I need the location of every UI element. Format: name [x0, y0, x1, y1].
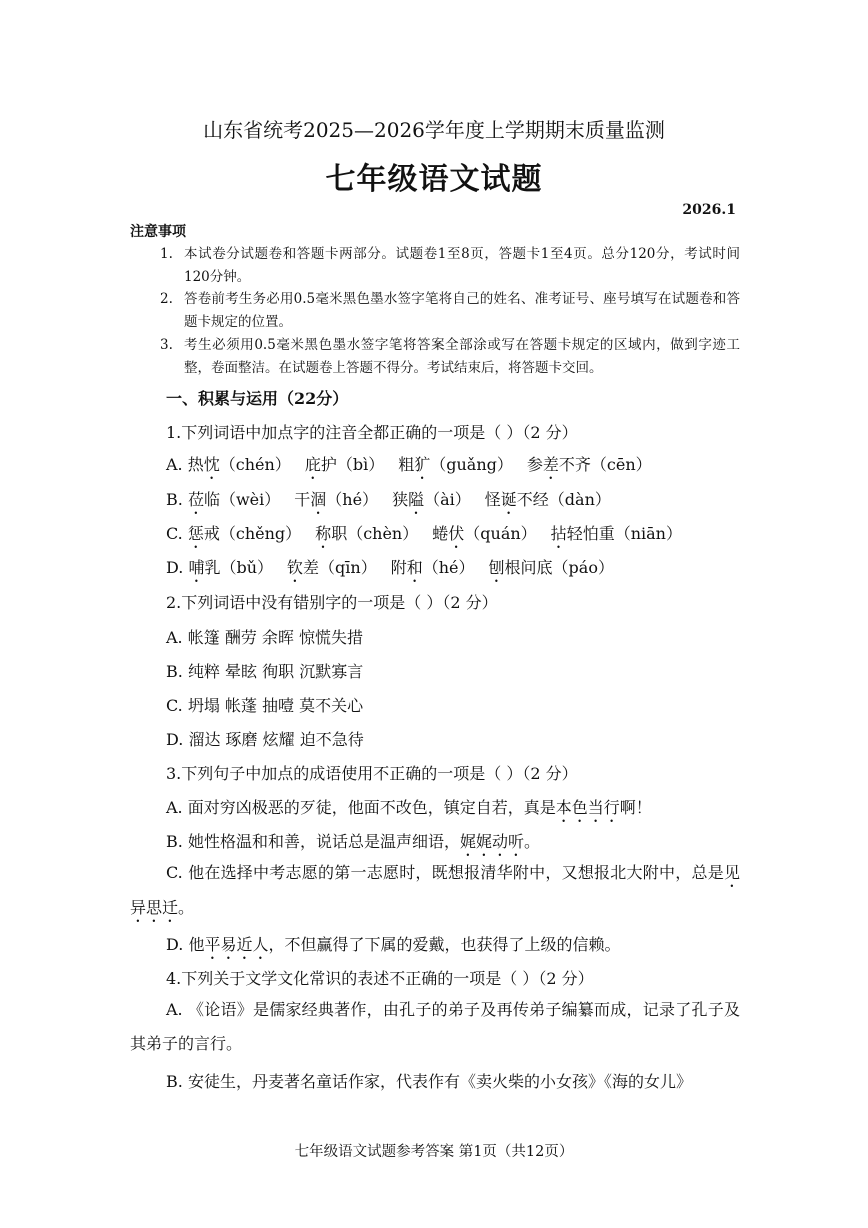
option-label: D. [166, 935, 184, 954]
q1-stem: 1.下列词语中加点字的注音全都正确的一项是（ ）（2 分） [166, 423, 578, 442]
option-text: 他在选择中考志愿的第一志愿时，既想报清华附中，又想报北大附中，总是 [188, 863, 724, 882]
word-part: 参 [526, 455, 543, 474]
word-part: 戒（chěng） [203, 524, 302, 543]
notice-item-text: 考生必须用0.5毫米黑色墨水签字笔将答案全部涂或写在答题卡规定的区域内，做到字迹工整，卷面整洁。在试题卷上答题不得分。考试结束后，将答题卡交回。 [184, 337, 740, 376]
q2-option-a [166, 625, 363, 648]
dotted-idiom: 见异思迁 [130, 863, 740, 917]
exam-date: 2026.1 [682, 202, 736, 218]
option-text: 。 [178, 898, 195, 917]
q2-stem: 2.下列词语中没有错别字的一项是（ ）（2 分） [166, 593, 498, 612]
option-text: 啊！ [619, 798, 652, 817]
option-label: A. [166, 1000, 183, 1019]
option-text: 安徒生，丹麦著名童话作家，代表作有《卖火柴的小女孩》《海的女儿》 [187, 1072, 692, 1091]
q1-option-d [166, 555, 614, 586]
option-text: 溜达 琢磨 炫耀 迫不急待 [188, 730, 364, 749]
word-part: 根问底（páo） [504, 558, 614, 577]
dotted-char: 莅 [187, 490, 204, 509]
dotted-char: 庇 [304, 455, 321, 474]
q4-stem: 4.下列关于文学文化常识的表述不正确的一项是（ ）（2 分） [166, 969, 594, 988]
option-text: 。 [523, 832, 540, 851]
word-part: 热 [187, 455, 204, 474]
dotted-idiom: 本色当行 [555, 798, 620, 817]
option-label: D. [166, 730, 184, 749]
word-part: 差（qīn） [303, 558, 377, 577]
word-part: （hé） [422, 558, 475, 577]
word-part: 干 [294, 490, 311, 509]
dotted-char: 哺 [188, 558, 205, 577]
dotted-char: 称 [315, 524, 332, 543]
dotted-char: 涸 [310, 490, 327, 509]
option-text: 纯粹 晕眩 徇职 沉默寡言 [187, 662, 364, 681]
word-part: 临（wèi） [203, 490, 281, 509]
dotted-char: 伏 [448, 524, 465, 543]
option-label: A. [166, 455, 183, 474]
word-part: 粗 [398, 455, 415, 474]
option-label: C. [166, 863, 183, 882]
option-label: C. [166, 524, 183, 543]
option-label: A. [166, 798, 183, 817]
dotted-char: 刨 [488, 558, 505, 577]
dotted-idiom: 娓娓动听 [459, 832, 524, 851]
option-text: 她性格温和和善，说话总是温声细语， [187, 832, 460, 851]
notice-item-number: 3. [160, 337, 173, 353]
option-label: C. [166, 696, 183, 715]
paper-title: 七年级语文试题 [325, 162, 543, 197]
word-part: （quán） [464, 524, 537, 543]
word-part: （hé） [326, 490, 379, 509]
option-label: B. [166, 662, 183, 681]
dotted-char: 拈 [550, 524, 567, 543]
word-part: （chén） [219, 455, 291, 474]
dotted-char: 惩 [187, 524, 204, 543]
exam-title: 山东省统考2025—2026学年度上学期期末质量监测 [203, 118, 665, 142]
option-label: B. [166, 490, 183, 509]
notice-item-text: 答卷前考生务必用0.5毫米黑色墨水签字笔将自己的姓名、准考证号、座号填写在试题卷和答题卡规定的位置。 [184, 291, 740, 330]
dotted-char: 忱 [203, 455, 220, 474]
option-text: ，不但赢得了下属的爱戴，也获得了上级的信赖。 [268, 935, 621, 954]
word-part: 不经（dàn） [516, 490, 611, 509]
q3-option-c [130, 856, 740, 926]
word-part: 乳（bǔ） [204, 558, 274, 577]
dotted-idiom: 平易近人 [204, 935, 269, 954]
option-text: 他 [188, 935, 205, 954]
notice-item-text: 本试卷分试题卷和答题卡两部分。试题卷1至8页，答题卡1至4页。总分120分，考试时间120分钟。 [184, 246, 740, 285]
q2-option-c [166, 693, 363, 716]
q3-option-a [166, 795, 652, 826]
q1-option-b [166, 487, 611, 518]
word-part: 护（bì） [320, 455, 385, 474]
word-part: 职（chèn） [331, 524, 419, 543]
option-label: B. [166, 832, 183, 851]
option-label: D. [166, 558, 184, 577]
q3-option-d [166, 932, 620, 963]
notice-item-1 [160, 243, 740, 289]
option-text: 《论语》是儒家经典著作，由孔子的弟子及再传弟子编纂而成，记录了孔子及其弟子的言行。 [130, 1000, 740, 1053]
option-text: 帐篷 酬劳 余晖 惊慌失措 [187, 628, 363, 647]
q1-option-a [166, 452, 652, 483]
q4-option-a [130, 993, 740, 1061]
notice-item-number: 1. [160, 246, 173, 262]
option-text: 面对穷凶极恶的歹徒，他面不改色，镇定自若，真是 [187, 798, 556, 817]
option-text: 坍塌 帐蓬 抽噎 莫不关心 [187, 696, 364, 715]
q4-option-b [166, 1069, 692, 1092]
q3-stem: 3.下列句子中加点的成语使用不正确的一项是（ ）（2 分） [166, 764, 578, 783]
dotted-char: 隘 [408, 490, 425, 509]
dotted-char: 犷 [414, 455, 431, 474]
word-part: 蜷 [432, 524, 449, 543]
notice-heading: 注意事项 [130, 224, 186, 240]
word-part: （ài） [424, 490, 471, 509]
dotted-char: 诞 [500, 490, 517, 509]
word-part: 轻怕重（niān） [566, 524, 682, 543]
q2-option-d [166, 727, 364, 750]
dotted-char: 差 [542, 455, 559, 474]
option-label: B. [166, 1072, 183, 1091]
word-part: 附 [390, 558, 407, 577]
notice-item-3 [160, 334, 740, 380]
q1-option-c [166, 521, 682, 552]
word-part: 不齐（cēn） [558, 455, 652, 474]
notice-item-number: 2. [160, 291, 173, 307]
option-label: A. [166, 628, 183, 647]
word-part: 怪 [484, 490, 501, 509]
word-part: 狭 [392, 490, 409, 509]
dotted-char: 钦 [287, 558, 304, 577]
q2-option-b [166, 659, 363, 682]
section-1-title: 一、积累与运用（22分） [166, 389, 349, 408]
dotted-char: 和 [406, 558, 423, 577]
notice-item-2 [160, 288, 740, 334]
page-footer: 七年级语文试题参考答案 第1页（共12页） [294, 1144, 574, 1160]
word-part: （guǎng） [430, 455, 513, 474]
